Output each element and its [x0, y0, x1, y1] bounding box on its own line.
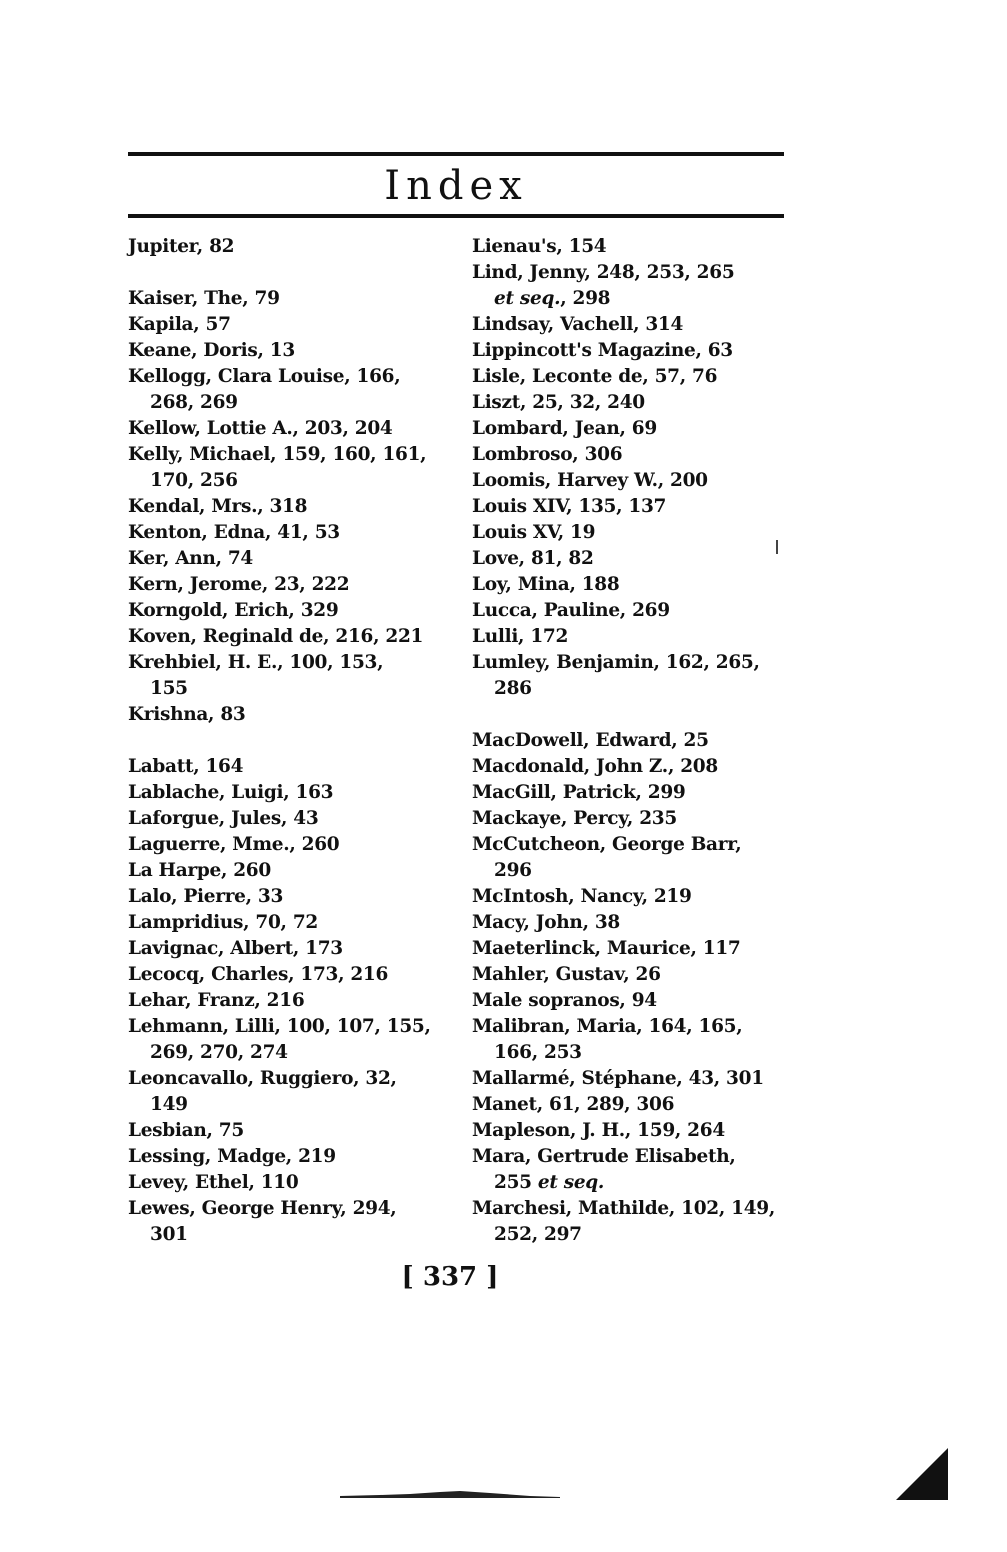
index-entry: Lessing, Madge, 219 [128, 1146, 336, 1167]
index-entry: Lombard, Jean, 69 [472, 418, 657, 439]
index-entry: Mahler, Gustav, 26 [472, 964, 661, 985]
index-entry: Keane, Doris, 13 [128, 340, 295, 361]
index-entry: Male sopranos, 94 [472, 990, 657, 1011]
index-entry: Lewes, George Henry, 294, [128, 1198, 397, 1219]
index-entry: Leoncavallo, Ruggiero, 32, [128, 1068, 397, 1089]
index-entry: Krehbiel, H. E., 100, 153, [128, 652, 384, 673]
index-entry: Lombroso, 306 [472, 444, 623, 465]
index-entry: 252, 297 [494, 1224, 582, 1245]
index-entry: Louis XV, 19 [472, 522, 596, 543]
index-entry: Loomis, Harvey W., 200 [472, 470, 708, 491]
index-entry: Louis XIV, 135, 137 [472, 496, 667, 517]
index-entry: Kellow, Lottie A., 203, 204 [128, 418, 393, 439]
index-entry: Macy, John, 38 [472, 912, 621, 933]
index-entry: Lulli, 172 [472, 626, 569, 647]
index-entry: 170, 256 [150, 470, 238, 491]
index-entry: 269, 270, 274 [150, 1042, 288, 1063]
index-entry: Lavignac, Albert, 173 [128, 938, 343, 959]
index-entry: Lehmann, Lilli, 100, 107, 155, [128, 1016, 431, 1037]
index-entry: Koven, Reginald de, 216, 221 [128, 626, 424, 647]
index-entry: Lesbian, 75 [128, 1120, 244, 1141]
index-entry: McIntosh, Nancy, 219 [472, 886, 692, 907]
index-entry: Lindsay, Vachell, 314 [472, 314, 684, 335]
bottom-rule [128, 214, 784, 218]
index-entry: 149 [150, 1094, 188, 1115]
index-entry: Kenton, Edna, 41, 53 [128, 522, 340, 543]
index-entry: Kellogg, Clara Louise, 166, [128, 366, 401, 387]
index-entry: Lampridius, 70, 72 [128, 912, 318, 933]
index-entry: Lind, Jenny, 248, 253, 265 [472, 262, 735, 283]
index-entry: Macdonald, John Z., 208 [472, 756, 718, 777]
index-entry: La Harpe, 260 [128, 860, 271, 881]
index-entry: 301 [150, 1224, 188, 1245]
index-entry: Lienau's, 154 [472, 236, 607, 257]
index-entry: Kapila, 57 [128, 314, 231, 335]
index-entry: Ker, Ann, 74 [128, 548, 254, 569]
index-entry: Kendal, Mrs., 318 [128, 496, 308, 517]
index-entry: Manet, 61, 289, 306 [472, 1094, 675, 1115]
top-rule [128, 152, 784, 156]
index-entry: Lehar, Franz, 216 [128, 990, 305, 1011]
index-entry: Malibran, Maria, 164, 165, [472, 1016, 743, 1037]
index-entry: Maeterlinck, Maurice, 117 [472, 938, 741, 959]
index-entry: Labatt, 164 [128, 756, 244, 777]
index-entry: Mapleson, J. H., 159, 264 [472, 1120, 725, 1141]
index-entry: Mackaye, Percy, 235 [472, 808, 677, 829]
index-entry: 296 [494, 860, 532, 881]
index-entry: Lumley, Benjamin, 162, 265, [472, 652, 760, 673]
page-corner-fold [896, 1448, 948, 1500]
index-entry: Mallarmé, Stéphane, 43, 301 [472, 1068, 764, 1089]
index-entry: 255 et seq. [494, 1172, 605, 1193]
index-entry: Kern, Jerome, 23, 222 [128, 574, 350, 595]
page-title: Index [384, 163, 528, 209]
index-entry: Lalo, Pierre, 33 [128, 886, 284, 907]
index-entry: 286 [494, 678, 532, 699]
index-entry: Kaiser, The, 79 [128, 288, 280, 309]
index-entry: Krishna, 83 [128, 704, 246, 725]
index-entry: Lecocq, Charles, 173, 216 [128, 964, 389, 985]
index-entry: Loy, Mina, 188 [472, 574, 620, 595]
index-entry: Levey, Ethel, 110 [128, 1172, 299, 1193]
index-entry: Love, 81, 82 [472, 548, 594, 569]
index-entry: Lisle, Leconte de, 57, 76 [472, 366, 718, 387]
index-entry: MacGill, Patrick, 299 [472, 782, 686, 803]
index-entry: 166, 253 [494, 1042, 582, 1063]
index-entry: Mara, Gertrude Elisabeth, [472, 1146, 736, 1167]
index-entry: MacDowell, Edward, 25 [472, 730, 709, 751]
index-entry: Korngold, Erich, 329 [128, 600, 339, 621]
index-entry: Lippincott's Magazine, 63 [472, 340, 733, 361]
index-entry: Jupiter, 82 [128, 236, 235, 257]
index-entry: Lablache, Luigi, 163 [128, 782, 334, 803]
index-entry: et seq., 298 [494, 288, 611, 309]
index-entry: Kelly, Michael, 159, 160, 161, [128, 444, 427, 465]
index-entry: Marchesi, Mathilde, 102, 149, [472, 1198, 775, 1219]
index-entry: 268, 269 [150, 392, 238, 413]
index-entry: McCutcheon, George Barr, [472, 834, 742, 855]
index-entry: 155 [150, 678, 188, 699]
index-entry: Liszt, 25, 32, 240 [472, 392, 645, 413]
page-number: [ 337 ] [401, 1262, 499, 1292]
index-entry: Laforgue, Jules, 43 [128, 808, 319, 829]
index-entry: Lucca, Pauline, 269 [472, 600, 670, 621]
index-entry: Laguerre, Mme., 260 [128, 834, 340, 855]
scan-smudge [340, 1490, 560, 1500]
margin-mark [776, 540, 778, 554]
